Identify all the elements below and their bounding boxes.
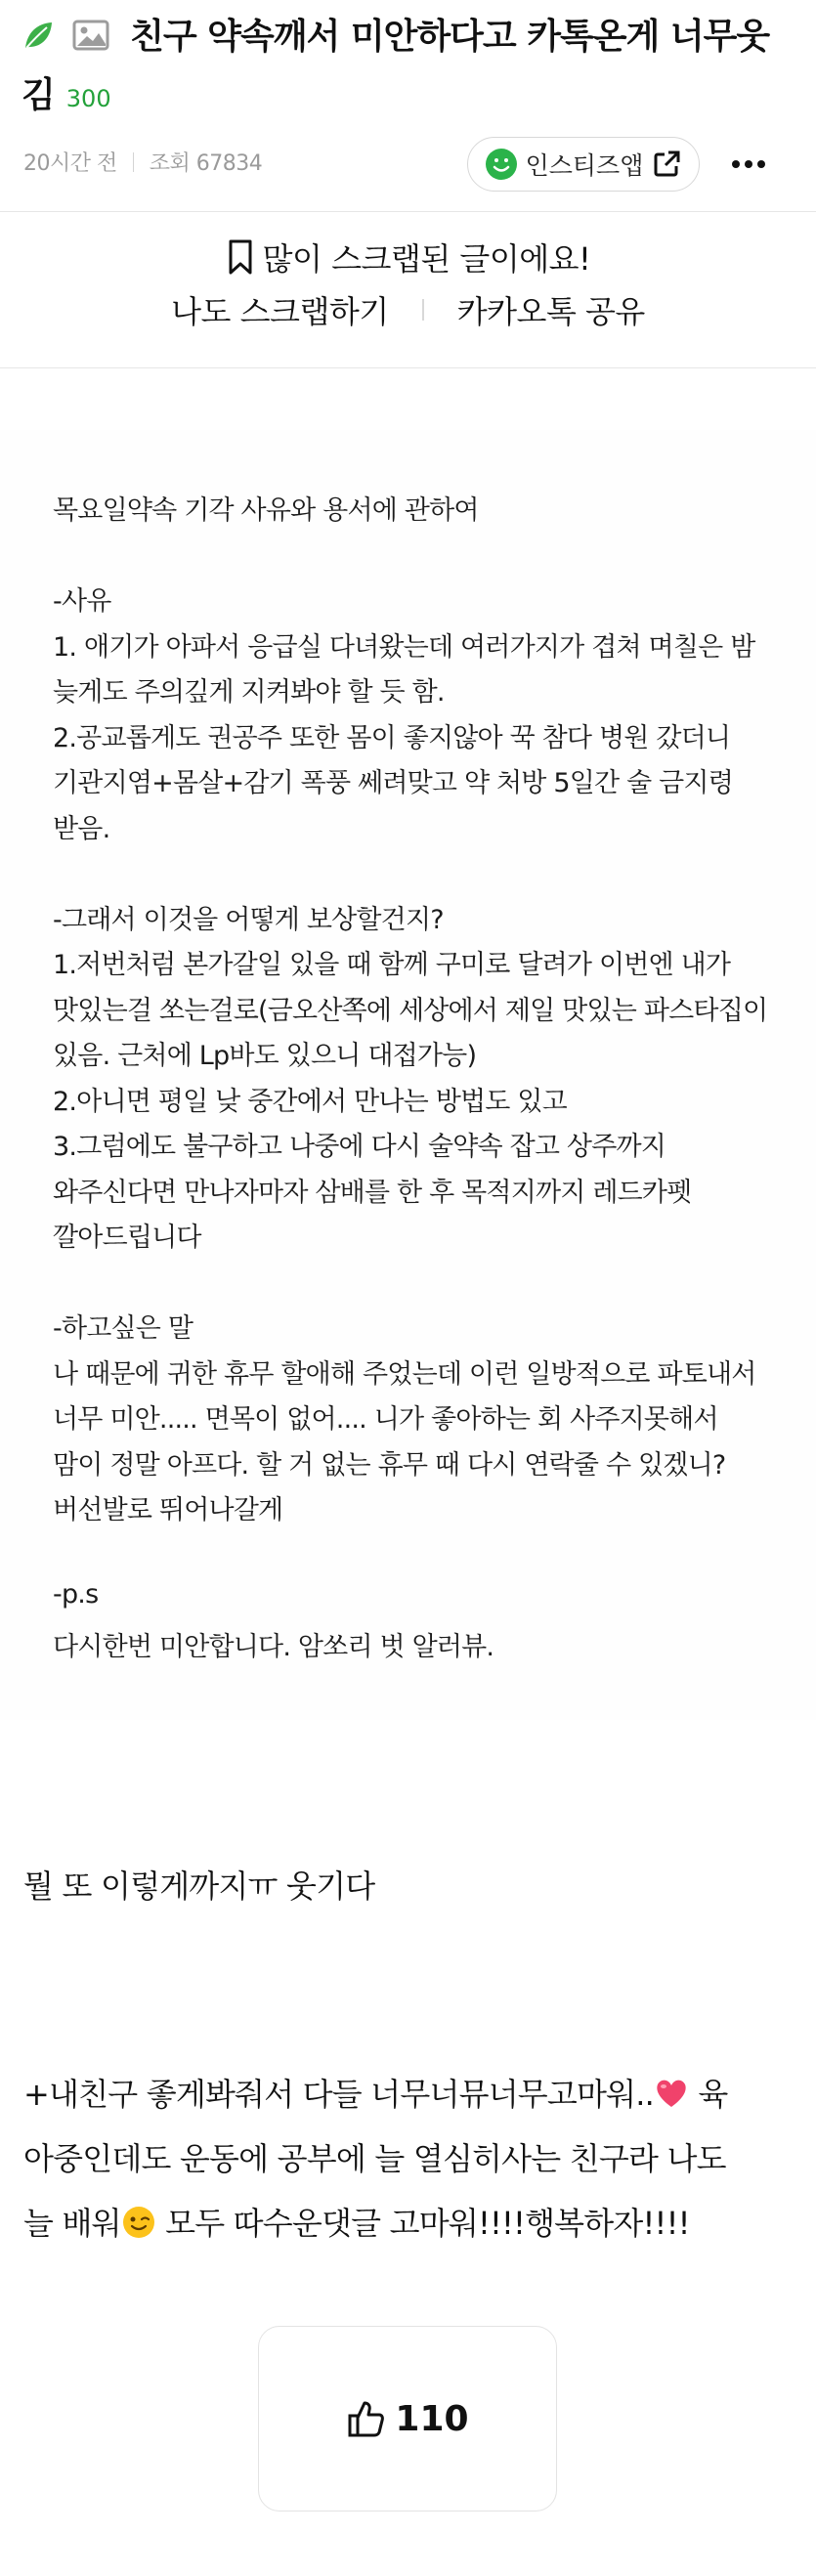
- more-menu-button[interactable]: [727, 145, 770, 184]
- scrap-button[interactable]: 나도 스크랩하기: [171, 293, 389, 330]
- heart-emoji-icon: [654, 2076, 689, 2111]
- post-title: [21, 8, 794, 128]
- header-divider: [0, 211, 816, 212]
- kakaotalk-share-button[interactable]: 카카오톡 공유: [456, 293, 645, 330]
- thumbs-up-icon: [346, 2398, 387, 2439]
- scrap-actions: [0, 287, 816, 332]
- note-line: 다시한번 미안합니다. 암쏘리 벗 알러뷰.: [53, 1631, 494, 1662]
- note-image: [0, 430, 816, 1720]
- note-line: 깔아드립니다: [53, 1223, 201, 1253]
- bookmark-icon: [226, 238, 255, 276]
- like-count: 110: [395, 2398, 469, 2439]
- like-button[interactable]: [258, 2326, 557, 2512]
- post-time: 20시간 전: [23, 151, 117, 176]
- note-line: 받음.: [53, 813, 110, 844]
- body-text-segment: 모두 따수운댓글 고마워!!!!행복하자!!!!: [155, 2205, 690, 2242]
- comment-count[interactable]: 300: [65, 85, 111, 112]
- note-line: -그래서 이것을 어떻게 보상할건지?: [53, 904, 444, 935]
- external-link-icon: [651, 149, 682, 180]
- scrap-notice-text: 많이 스크랩된 글이에요!: [262, 240, 591, 278]
- note-line: 맘이 정말 아프다. 할 거 없는 휴무 때 다시 연락줄 수 있겠니?: [53, 1449, 726, 1481]
- body-text-segment: 늘 배워: [23, 2205, 121, 2242]
- note-line: 3.그럼에도 불구하고 나중에 다시 술약속 잡고 상주까지: [53, 1132, 666, 1162]
- leaf-icon: [21, 19, 55, 52]
- note-line: 2.아니면 평일 낮 중간에서 만나는 방법도 있고: [53, 1086, 567, 1117]
- note-line: 기관지염+몸살+감기 폭풍 쎄려맞고 약 처방 5일간 술 금지령: [53, 768, 733, 798]
- smile-icon: [485, 148, 518, 181]
- body-text-line: 아중인데도 운동에 공부에 늘 열심히사는 친구라 나도: [23, 2140, 726, 2177]
- note-line: 와주신다면 만나자마자 삼배를 한 후 목적지까지 레드카펫: [53, 1177, 692, 1208]
- note-line: -p.s: [53, 1579, 99, 1610]
- scrap-notice: [0, 235, 816, 279]
- note-line: 1. 애기가 아파서 응급실 다녀왔는데 여러가지가 겹쳐 며칠은 밤: [53, 631, 755, 663]
- note-line: 2.공교롭게도 권공주 또한 몸이 좋지않아 꾹 참다 병원 갔더니: [53, 722, 731, 753]
- note-line: 목요일약속 기각 사유와 용서에 관하여: [53, 495, 479, 526]
- scrap-divider: [0, 367, 816, 368]
- more-icon: [731, 159, 766, 169]
- body-text-segment: 육: [689, 2076, 728, 2113]
- body-text-line: [23, 2070, 728, 2115]
- wink-emoji-icon: [121, 2205, 156, 2240]
- body-text-line: [23, 2199, 690, 2244]
- scrap-actions-divider: [422, 299, 424, 321]
- post-meta: [23, 147, 262, 177]
- note-line: 있음. 근처에 Lp바도 있으니 대접가능): [53, 1041, 477, 1071]
- note-line: -하고싶은 말: [53, 1313, 193, 1344]
- note-line: 늦게도 주의깊게 지켜봐야 할 듯 함.: [53, 677, 445, 708]
- post-title-text: 친구 약속깨서 미안하다고 카톡온게 너무웃김: [21, 17, 770, 115]
- meta-divider: [133, 152, 134, 172]
- note-line: 맛있는걸 쏘는걸로(금오산쪽에 세상에서 제일 맛있는 파스타집이: [53, 995, 768, 1026]
- open-app-label: 인스티즈앱: [525, 151, 644, 180]
- image-icon: [72, 19, 109, 52]
- note-line: 너무 미안..... 면목이 없어.... 니가 좋아하는 회 사주지못해서: [53, 1404, 718, 1435]
- view-count: 조회 67834: [149, 151, 263, 176]
- body-text-segment: +내친구 좋게봐줘서 다들 너무너뮤너무고마워..: [23, 2076, 655, 2113]
- open-app-button[interactable]: [467, 137, 700, 192]
- body-text-line: 뭘 또 이렇게까지ㅠ 웃기다: [23, 1868, 375, 1905]
- note-line: 버선발로 뛰어나갈게: [53, 1495, 283, 1525]
- note-line: 나 때문에 귀한 휴무 할애해 주었는데 이런 일방적으로 파토내서: [53, 1358, 756, 1390]
- note-line: 1.저번처럼 본가갈일 있을 때 함께 구미로 달려가 이번엔 내가: [53, 950, 731, 980]
- note-line: -사유: [53, 586, 111, 617]
